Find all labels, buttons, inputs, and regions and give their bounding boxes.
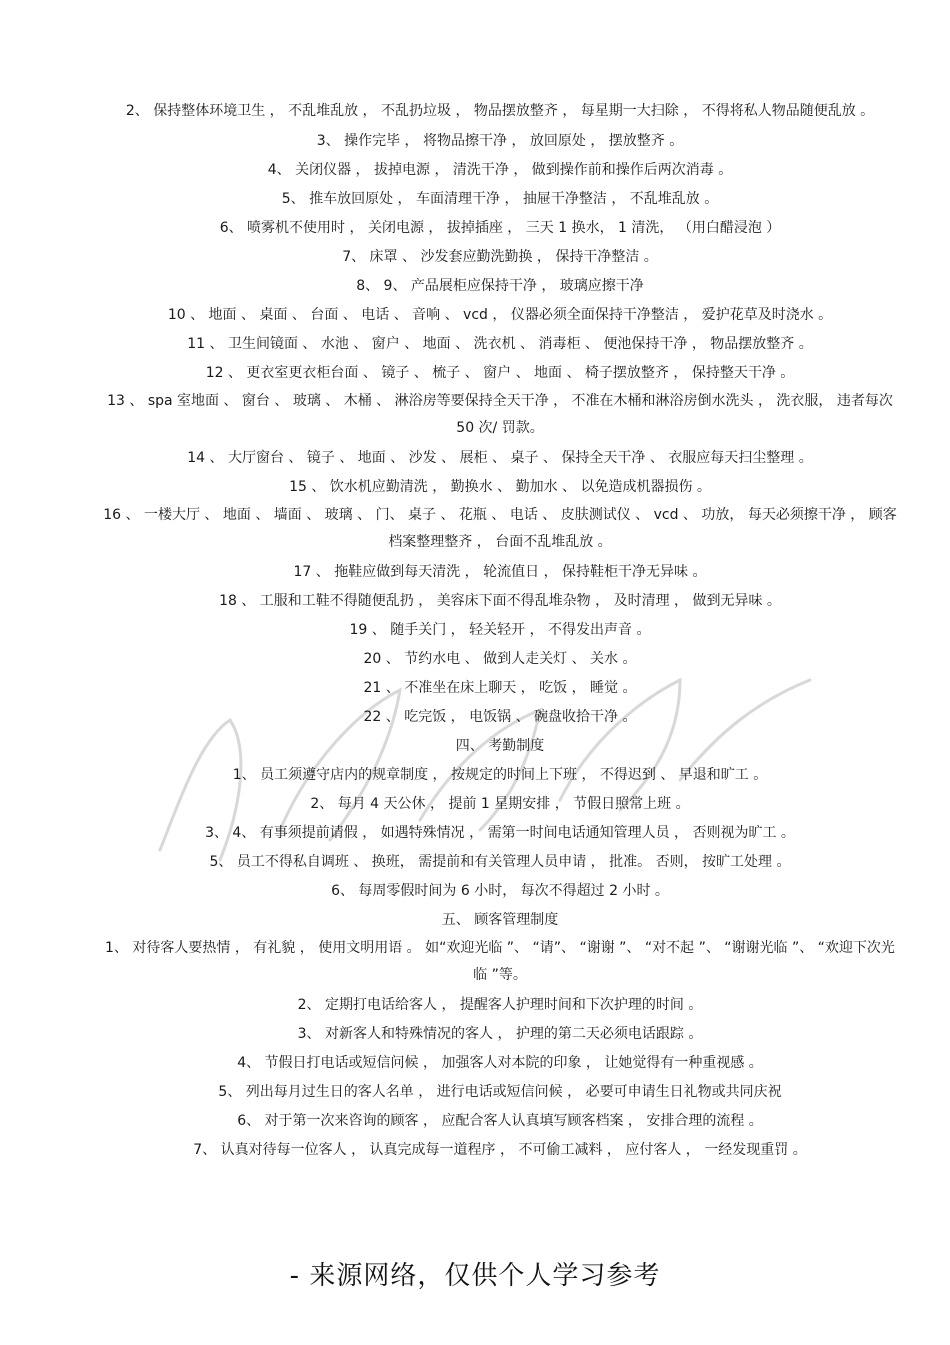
rule-line: 21 、 不准坐在床上聊天 ， 吃饭 ， 睡觉 。 (363, 680, 637, 696)
customer-line: 3、 对新客人和特殊情况的客人 ， 护理的第二天必须电话跟踪 。 (297, 1026, 703, 1042)
rule-line: 11 、 卫生间镜面 、 水池 、 窗户 、 地面 、 洗衣机 、 消毒柜 、 便池保持干净 ， 物品摆放整齐 。 (187, 336, 813, 352)
customer-line: 5、 列出每月过生日的客人名单 ， 进行电话或短信问候 ， 必要可申请生日礼物或共同庆祝 (218, 1084, 782, 1100)
customer-line: 7、 认真对待每一位客人 ， 认真完成每一道程序 ， 不可偷工减料 ， 应付客人 ， 一经发现重罚 。 (193, 1142, 807, 1158)
rule-line: 5、 推车放回原处 ， 车面清理干净 ， 抽屉干净整洁 ， 不乱堆乱放 。 (281, 191, 719, 207)
customer-line: 4、 节假日打电话或短信问候 ， 加强客人对本院的印象 ， 让她觉得有一种重视感 。 (237, 1055, 763, 1071)
customer-line: 1、 对待客人要热情 ， 有礼貌 ， 使用文明用语 。 如“欢迎光临 ”、 “请”、 “谢谢 ”、 “对不起 ”、 “谢谢光临 ”、 “欢迎下次光临 ”等。 (105, 940, 895, 983)
rule-line: 10 、 地面 、 桌面 、 台面 、 电话 、 音响 、 vcd ， 仪器必须全面保持干净整洁 ， 爱护花草及时浇水 。 (167, 307, 833, 323)
rule-line: 15 、 饮水机应勤清洗 ， 勤换水 、 勤加水 、 以免造成机器损伤 。 (289, 479, 711, 495)
customer-line: 6、 对于第一次来咨询的顾客 ， 应配合客人认真填写顾客档案 ， 安排合理的流程 。 (237, 1113, 763, 1129)
section-heading-customer: 五、 顾客管理制度 (441, 912, 559, 928)
rule-line: 22 、 吃完饭 ， 电饭锅 、 碗盘收拾干净 。 (363, 709, 637, 725)
document-body (100, 98, 900, 1165)
attendance-line: 2、 每月 4 天公休 ， 提前 1 星期安排 ， 节假日照常上班 。 (310, 796, 690, 812)
rule-line: 16 、 一楼大厅 、 地面 、 墙面 、 玻璃 、 门、 桌子 、 花瓶 、 电话 、 皮肤测试仪 、 vcd 、 功放， 每天必须擦干净 ， 顾客档案整理整齐 ， 台面不乱堆乱放 。 (103, 507, 897, 550)
attendance-line: 1、 员工须遵守店内的规章制度 ， 按规定的时间上下班 ， 不得迟到 、 早退和旷工 。 (232, 767, 768, 783)
rule-line: 2、 保持整体环境卫生 ， 不乱堆乱放 ， 不乱扔垃圾 ， 物品摆放整齐 ， 每星期一大扫除 ， 不得将私人物品随便乱放 。 (125, 103, 875, 119)
rule-line: 18 、 工服和工鞋不得随便乱扔 ， 美容床下面不得乱堆杂物 ， 及时清理 ， 做到无异味 。 (219, 593, 781, 609)
attendance-line: 6、 每周零假时间为 6 小时， 每次不得超过 2 小时 。 (331, 883, 669, 899)
attendance-line: 3、 4、 有事须提前请假 ， 如遇特殊情况 ， 需第一时间电话通知管理人员 ， 否则视为旷工 。 (205, 825, 795, 841)
rule-line: 4、 关闭仪器 ， 拔掉电源 ， 清洗干净 ， 做到操作前和操作后两次消毒 。 (267, 162, 733, 178)
attendance-line: 5、 员工不得私自调班 、 换班， 需提前和有关管理人员申请 ， 批准。 否则， 按旷工处理 。 (209, 854, 791, 870)
section-heading-attendance: 四、 考勤制度 (455, 738, 545, 754)
rule-line: 13 、 spa 室地面 、 窗台 、 玻璃 、 木桶 、 淋浴房等要保持全天干净 ， 不准在木桶和淋浴房倒水洗头 ， 洗衣服， 违者每次 50 次/ 罚款。 (107, 393, 893, 436)
customer-line: 2、 定期打电话给客人 ， 提醒客人护理时间和下次护理的时间 。 (297, 997, 703, 1013)
rule-line: 12 、 更衣室更衣柜台面 、 镜子 、 梳子 、 窗户 、 地面 、 椅子摆放整齐 ， 保持整天干净 。 (205, 365, 795, 381)
rule-line: 7、 床罩 、 沙发套应勤洗勤换 ， 保持干净整洁 。 (342, 249, 658, 265)
rule-line: 20 、 节约水电 、 做到人走关灯 、 关水 。 (363, 651, 637, 667)
rule-line: 19 、 随手关门 ， 轻关轻开 ， 不得发出声音 。 (349, 622, 651, 638)
rule-line: 6、 喷雾机不使用时 ， 关闭电源 ， 拔掉插座 ， 三天 1 换水， 1 清洗， （用白醋浸泡 ） (219, 220, 781, 236)
rule-line: 8、 9、 产品展柜应保持干净 ， 玻璃应擦干净 (356, 278, 644, 294)
rule-line: 14 、 大厅窗台 、 镜子 、 地面 、 沙发 、 展柜 、 桌子 、 保持全天干净 、 衣服应每天扫尘整理 。 (187, 450, 813, 466)
rule-line: 17 、 拖鞋应做到每天清洗 ， 轮流值日 ， 保持鞋柜干净无异味 。 (293, 564, 707, 580)
rule-line: 3、 操作完毕 ， 将物品擦干净 ， 放回原处 ， 摆放整齐 。 (316, 133, 684, 149)
footer-note: - 来源网络，仅供个人学习参考 (289, 1261, 661, 1291)
